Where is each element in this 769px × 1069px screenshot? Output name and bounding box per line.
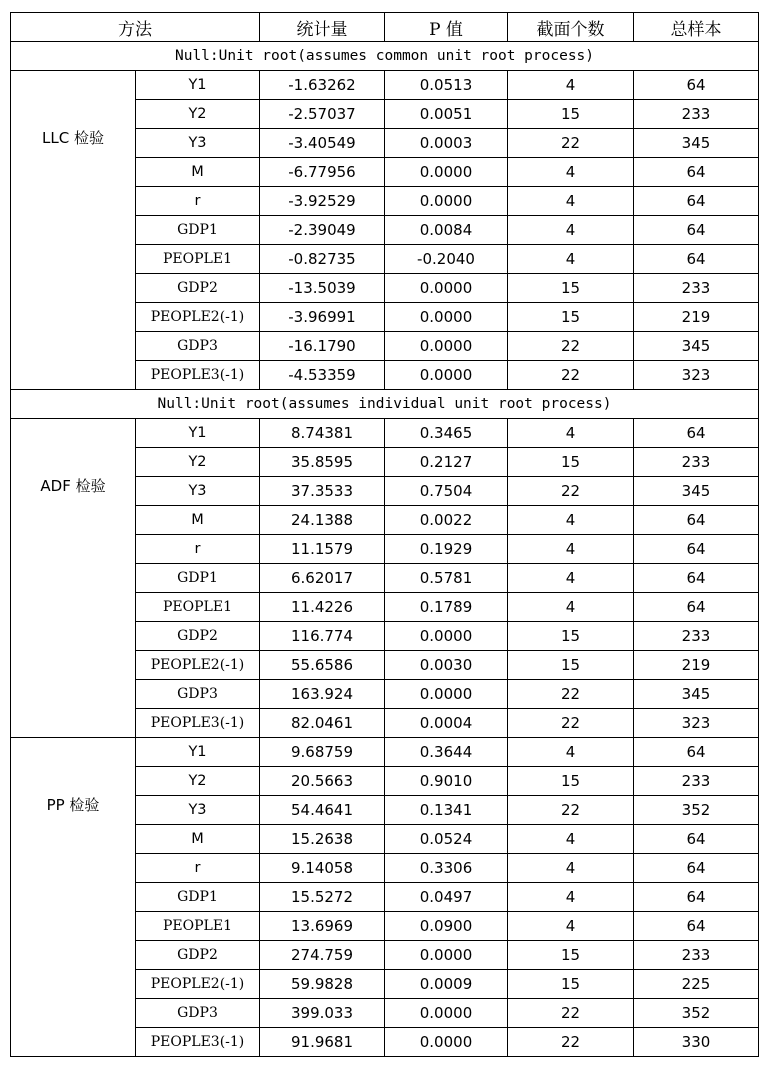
table-row <box>11 419 759 448</box>
cross-section-count-cell: 22 <box>508 361 634 390</box>
total-sample-cell: 323 <box>634 709 759 738</box>
variable-cell: GDP1 <box>136 216 260 245</box>
cross-section-count-cell: 4 <box>508 187 634 216</box>
p-value-cell: 0.0000 <box>385 999 508 1028</box>
null-hypothesis-row <box>11 42 759 71</box>
p-value-cell: 0.0900 <box>385 912 508 941</box>
cross-section-count-cell: 4 <box>508 71 634 100</box>
total-sample-cell: 64 <box>634 738 759 767</box>
variable-cell: M <box>136 825 260 854</box>
cross-section-count-cell: 4 <box>508 593 634 622</box>
header-total-sample: 总样本 <box>634 13 759 42</box>
p-value-cell: 0.0000 <box>385 187 508 216</box>
cross-section-count-cell: 22 <box>508 680 634 709</box>
cross-section-count-cell: 4 <box>508 912 634 941</box>
variable-cell: PEOPLE3(-1) <box>136 709 260 738</box>
total-sample-cell: 352 <box>634 999 759 1028</box>
total-sample-cell: 233 <box>634 622 759 651</box>
variable-cell: Y1 <box>136 419 260 448</box>
p-value-cell: 0.0009 <box>385 970 508 999</box>
total-sample-cell: 64 <box>634 419 759 448</box>
cross-section-count-cell: 22 <box>508 796 634 825</box>
statistic-cell: -3.96991 <box>260 303 385 332</box>
p-value-cell: 0.1929 <box>385 535 508 564</box>
p-value-cell: 0.0000 <box>385 361 508 390</box>
p-value-cell: 0.0000 <box>385 274 508 303</box>
cross-section-count-cell: 22 <box>508 709 634 738</box>
total-sample-cell: 64 <box>634 187 759 216</box>
p-value-cell: 0.0000 <box>385 1028 508 1057</box>
p-value-cell: 0.0000 <box>385 332 508 361</box>
table-row <box>11 71 759 100</box>
p-value-cell: -0.2040 <box>385 245 508 274</box>
cross-section-count-cell: 4 <box>508 883 634 912</box>
variable-cell: Y2 <box>136 767 260 796</box>
total-sample-cell: 64 <box>634 535 759 564</box>
total-sample-cell: 64 <box>634 158 759 187</box>
p-value-cell: 0.3306 <box>385 854 508 883</box>
variable-cell: Y2 <box>136 448 260 477</box>
statistic-cell: 274.759 <box>260 941 385 970</box>
variable-cell: Y1 <box>136 71 260 100</box>
p-value-cell: 0.0000 <box>385 158 508 187</box>
p-value-cell: 0.0000 <box>385 303 508 332</box>
header-row <box>11 13 759 42</box>
total-sample-cell: 64 <box>634 71 759 100</box>
statistic-cell: 9.14058 <box>260 854 385 883</box>
variable-cell: r <box>136 535 260 564</box>
p-value-cell: 0.1341 <box>385 796 508 825</box>
statistic-cell: 15.5272 <box>260 883 385 912</box>
variable-cell: GDP2 <box>136 622 260 651</box>
total-sample-cell: 323 <box>634 361 759 390</box>
cross-section-count-cell: 22 <box>508 477 634 506</box>
cross-section-count-cell: 4 <box>508 216 634 245</box>
variable-cell: r <box>136 854 260 883</box>
statistic-cell: 35.8595 <box>260 448 385 477</box>
variable-cell: Y3 <box>136 796 260 825</box>
p-value-cell: 0.0003 <box>385 129 508 158</box>
variable-cell: M <box>136 158 260 187</box>
p-value-cell: 0.9010 <box>385 767 508 796</box>
statistic-cell: 6.62017 <box>260 564 385 593</box>
variable-cell: M <box>136 506 260 535</box>
variable-cell: GDP3 <box>136 332 260 361</box>
cross-section-count-cell: 15 <box>508 651 634 680</box>
total-sample-cell: 345 <box>634 332 759 361</box>
total-sample-cell: 345 <box>634 680 759 709</box>
cross-section-count-cell: 15 <box>508 622 634 651</box>
total-sample-cell: 352 <box>634 796 759 825</box>
header-cross-sections: 截面个数 <box>508 13 634 42</box>
cross-section-count-cell: 4 <box>508 158 634 187</box>
statistic-cell: 163.924 <box>260 680 385 709</box>
statistic-cell: 91.9681 <box>260 1028 385 1057</box>
null-hypothesis-text: Null:Unit root(assumes common unit root process) <box>11 42 759 71</box>
variable-cell: GDP1 <box>136 883 260 912</box>
statistic-cell: -3.92529 <box>260 187 385 216</box>
total-sample-cell: 219 <box>634 303 759 332</box>
cross-section-count-cell: 15 <box>508 448 634 477</box>
statistic-cell: 55.6586 <box>260 651 385 680</box>
statistic-cell: 116.774 <box>260 622 385 651</box>
cross-section-count-cell: 15 <box>508 941 634 970</box>
cross-section-count-cell: 4 <box>508 245 634 274</box>
table-row <box>11 738 759 767</box>
cross-section-count-cell: 4 <box>508 419 634 448</box>
method-label: ADF 检验 <box>11 419 136 738</box>
statistic-cell: 11.4226 <box>260 593 385 622</box>
statistic-cell: 8.74381 <box>260 419 385 448</box>
p-value-cell: 0.0000 <box>385 680 508 709</box>
variable-cell: r <box>136 187 260 216</box>
header-statistic: 统计量 <box>260 13 385 42</box>
variable-cell: GDP3 <box>136 999 260 1028</box>
cross-section-count-cell: 22 <box>508 332 634 361</box>
null-hypothesis-text: Null:Unit root(assumes individual unit root process) <box>11 390 759 419</box>
statistic-cell: 20.5663 <box>260 767 385 796</box>
p-value-cell: 0.3465 <box>385 419 508 448</box>
method-label: LLC 检验 <box>11 71 136 390</box>
variable-cell: Y1 <box>136 738 260 767</box>
cross-section-count-cell: 15 <box>508 970 634 999</box>
statistic-cell: -2.57037 <box>260 100 385 129</box>
cross-section-count-cell: 4 <box>508 506 634 535</box>
statistic-cell: 399.033 <box>260 999 385 1028</box>
total-sample-cell: 219 <box>634 651 759 680</box>
cross-section-count-cell: 4 <box>508 825 634 854</box>
p-value-cell: 0.0022 <box>385 506 508 535</box>
p-value-cell: 0.5781 <box>385 564 508 593</box>
statistic-cell: -3.40549 <box>260 129 385 158</box>
total-sample-cell: 64 <box>634 854 759 883</box>
statistic-cell: 59.9828 <box>260 970 385 999</box>
unit-root-test-table <box>10 12 759 1057</box>
cross-section-count-cell: 22 <box>508 129 634 158</box>
variable-cell: Y2 <box>136 100 260 129</box>
total-sample-cell: 233 <box>634 941 759 970</box>
header-method: 方法 <box>11 13 260 42</box>
variable-cell: PEOPLE1 <box>136 912 260 941</box>
null-hypothesis-row <box>11 390 759 419</box>
cross-section-count-cell: 4 <box>508 564 634 593</box>
total-sample-cell: 64 <box>634 825 759 854</box>
variable-cell: PEOPLE2(-1) <box>136 970 260 999</box>
cross-section-count-cell: 15 <box>508 767 634 796</box>
cross-section-count-cell: 4 <box>508 535 634 564</box>
variable-cell: PEOPLE1 <box>136 593 260 622</box>
p-value-cell: 0.0084 <box>385 216 508 245</box>
statistic-cell: -0.82735 <box>260 245 385 274</box>
p-value-cell: 0.0000 <box>385 941 508 970</box>
p-value-cell: 0.0513 <box>385 71 508 100</box>
variable-cell: PEOPLE2(-1) <box>136 651 260 680</box>
cross-section-count-cell: 15 <box>508 100 634 129</box>
statistic-cell: 15.2638 <box>260 825 385 854</box>
total-sample-cell: 225 <box>634 970 759 999</box>
statistic-cell: -13.5039 <box>260 274 385 303</box>
statistic-cell: 11.1579 <box>260 535 385 564</box>
p-value-cell: 0.2127 <box>385 448 508 477</box>
statistic-cell: -1.63262 <box>260 71 385 100</box>
cross-section-count-cell: 22 <box>508 1028 634 1057</box>
variable-cell: PEOPLE3(-1) <box>136 361 260 390</box>
method-label: PP 检验 <box>11 738 136 1057</box>
p-value-cell: 0.0004 <box>385 709 508 738</box>
statistic-cell: 37.3533 <box>260 477 385 506</box>
cross-section-count-cell: 22 <box>508 999 634 1028</box>
p-value-cell: 0.0030 <box>385 651 508 680</box>
statistic-cell: 54.4641 <box>260 796 385 825</box>
cross-section-count-cell: 4 <box>508 854 634 883</box>
total-sample-cell: 345 <box>634 477 759 506</box>
variable-cell: GDP2 <box>136 941 260 970</box>
statistic-cell: -16.1790 <box>260 332 385 361</box>
cross-section-count-cell: 4 <box>508 738 634 767</box>
total-sample-cell: 64 <box>634 883 759 912</box>
total-sample-cell: 233 <box>634 767 759 796</box>
p-value-cell: 0.1789 <box>385 593 508 622</box>
variable-cell: GDP1 <box>136 564 260 593</box>
total-sample-cell: 64 <box>634 912 759 941</box>
statistic-cell: 9.68759 <box>260 738 385 767</box>
p-value-cell: 0.7504 <box>385 477 508 506</box>
variable-cell: GDP2 <box>136 274 260 303</box>
statistic-cell: -4.53359 <box>260 361 385 390</box>
statistic-cell: 82.0461 <box>260 709 385 738</box>
p-value-cell: 0.0000 <box>385 622 508 651</box>
total-sample-cell: 64 <box>634 245 759 274</box>
total-sample-cell: 233 <box>634 100 759 129</box>
total-sample-cell: 233 <box>634 274 759 303</box>
variable-cell: Y3 <box>136 129 260 158</box>
cross-section-count-cell: 15 <box>508 274 634 303</box>
total-sample-cell: 233 <box>634 448 759 477</box>
total-sample-cell: 345 <box>634 129 759 158</box>
p-value-cell: 0.0524 <box>385 825 508 854</box>
total-sample-cell: 64 <box>634 216 759 245</box>
total-sample-cell: 330 <box>634 1028 759 1057</box>
total-sample-cell: 64 <box>634 593 759 622</box>
variable-cell: PEOPLE3(-1) <box>136 1028 260 1057</box>
p-value-cell: 0.3644 <box>385 738 508 767</box>
header-p-value: P 值 <box>385 13 508 42</box>
p-value-cell: 0.0051 <box>385 100 508 129</box>
p-value-cell: 0.0497 <box>385 883 508 912</box>
variable-cell: GDP3 <box>136 680 260 709</box>
variable-cell: PEOPLE1 <box>136 245 260 274</box>
table-body <box>11 42 759 1057</box>
total-sample-cell: 64 <box>634 564 759 593</box>
statistic-cell: -6.77956 <box>260 158 385 187</box>
statistic-cell: 13.6969 <box>260 912 385 941</box>
statistic-cell: 24.1388 <box>260 506 385 535</box>
total-sample-cell: 64 <box>634 506 759 535</box>
variable-cell: PEOPLE2(-1) <box>136 303 260 332</box>
statistic-cell: -2.39049 <box>260 216 385 245</box>
variable-cell: Y3 <box>136 477 260 506</box>
cross-section-count-cell: 15 <box>508 303 634 332</box>
